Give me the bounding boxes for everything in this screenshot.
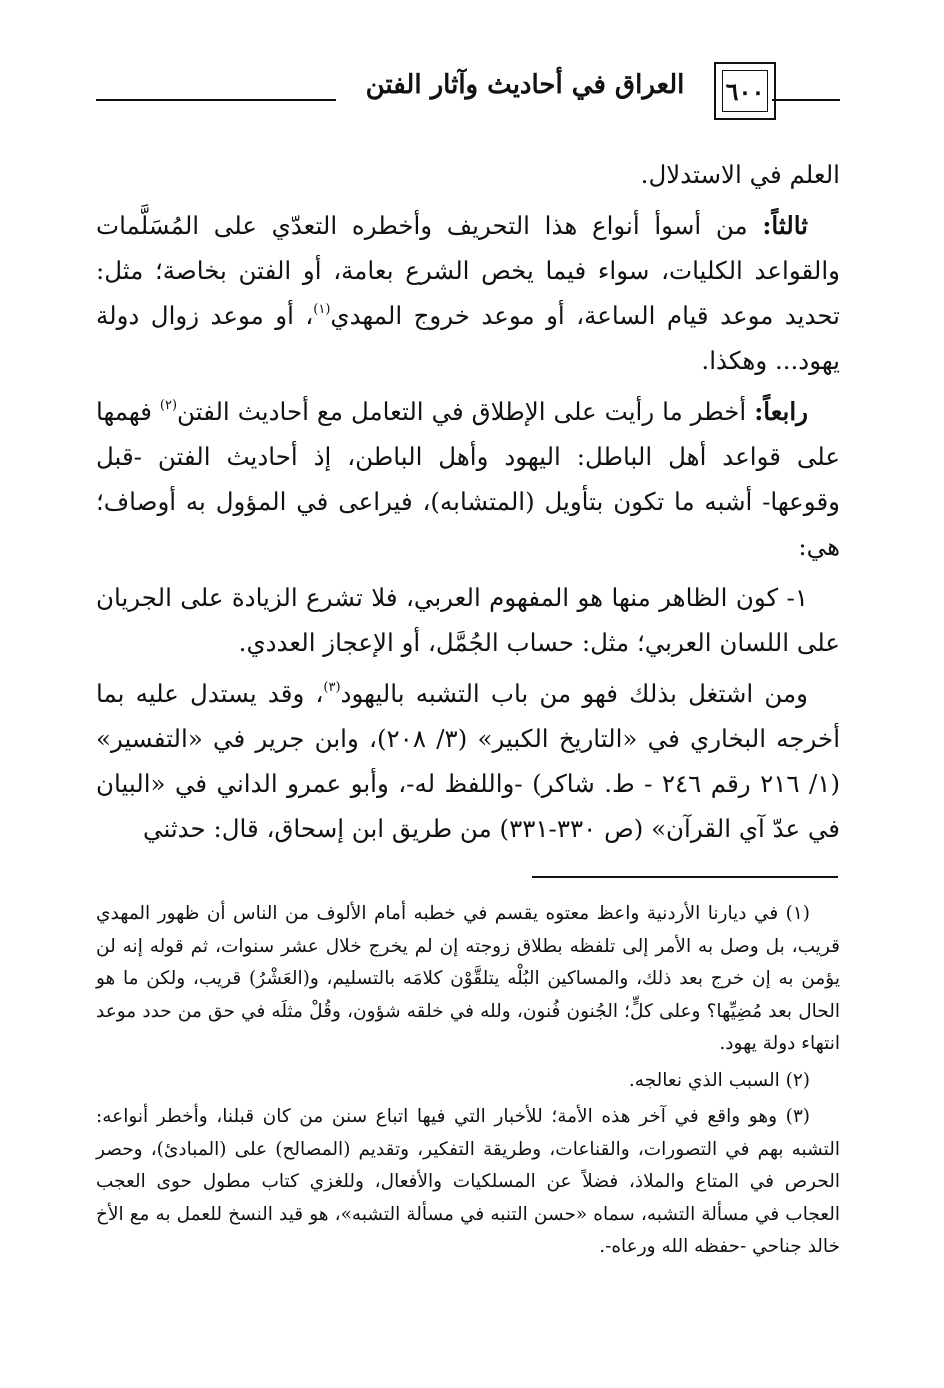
paragraph-2: ثالثاً: من أسوأ أنواع هذا التحريف وأخطره التعدّي على المُسَلَّمات والقواعد الكليات، سواء فيما يخص الشرع بعامة، أو الفتن بخاصة؛ مثل: تحديد موعد قيام الساعة، أو موعد خروج المهدي$^{(١)}$، أو موعد زوال دولة يهود... وهكذا. (96, 211, 840, 375)
header-rule-left (96, 99, 336, 101)
paragraph-3: رابعاً: أخطر ما رأيت على الإطلاق في التعامل مع أحاديث الفتن$^{(٢)}$ فهمها على قواعد أهل الباطل: اليهود وأهل الباطن، إذ أحاديث الفتن -قبل وقوعها- أشبه ما تكون بتأويل (المتشابه)، فيراعى في المؤول به أوصاف؛ هي: (96, 397, 840, 561)
footnotes (96, 898, 840, 1268)
main-text (96, 152, 840, 857)
footnote-3: (٣) وهو واقع في آخر هذه الأمة؛ للأخبار التي فيها اتباع سنن من كان قبلنا، وأخطر أنواعه: التشبه بهم في التصورات، والقناعات، وطريقة التفكير، وتقديم (المصالح) على (المبادئ)، وحصر الحرص في المتاع والملاذ، فضلاً عن المسلكيات والأفعال، وللغزي كتاب مطول حوى العجب العجاب في مسألة التشبه، سماه «حسن التنبه في مسألة التشبه»، هو قيد النسخ للعمل به مع الأخ خالد جناحي -حفظه الله ورعاه-. (96, 1106, 840, 1257)
header-rule-right (772, 99, 840, 101)
footnote-ref-3[interactable]: (٣) (323, 679, 341, 695)
paragraph-4: ١- كون الظاهر منها هو المفهوم العربي، فلا تشرع الزيادة على الجريان على اللسان العربي؛ مثل: حساب الجُمَّل، أو الإعجاز العددي. (96, 583, 840, 657)
paragraph-2-lead: ثالثاً: (762, 211, 808, 240)
paragraph-5: ومن اشتغل بذلك فهو من باب التشبه باليهود$^{(٣)}$، وقد يستدل عليه بما أخرجه البخاري في «التاريخ الكبير» (٣/ ٢٠٨)، وابن جرير في «التفسير» (١/ ٢١٦ رقم ٢٤٦ - ط. شاكر) -واللفظ له-، وأبو عمرو الداني في «البيان في عدّ آي القرآن» (ص ٣٣٠-٣٣١) من طريق ابن إسحاق، قال: حدثني (96, 679, 841, 843)
footnote-2: (٢) السبب الذي نعالجه. (628, 1069, 810, 1091)
page-number-frame (714, 62, 776, 120)
footnote-ref-1[interactable]: (١) (313, 301, 331, 317)
footnote-ref-2[interactable]: (٢) (159, 397, 178, 413)
page-number: ٦٠٠ (722, 70, 768, 112)
footnote-1: (١) في ديارنا الأردنية واعظ معتوه يقسم في خطبه أمام الألوف من الناس أن ظهور المهدي قريب، بل وصل به الأمر إلى تلفظه بطلاق زوجته إن لم يخرج خلال عشر سنوات، ثم قوله إنه لن يؤمن به إن خرج بعد ذلك، والمساكين البُلْه يتلقَّوْن كلامَه بالتسليم، و(العَشْرُ) قريب، ولكن ما هو الحال بعد مُضِيِّها؟ وعلى كلٍّ؛ الجُنون فُنون، ولله في خلقه شؤون، وقُلْ مثلَه في حق من حدد موعد انتهاء دولة يهود. (96, 903, 840, 1054)
paragraph-3-lead: رابعاً: (754, 397, 808, 426)
footnote-separator (532, 876, 838, 878)
page-header (96, 62, 840, 126)
paragraph-1: العلم في الاستدلال. (640, 160, 840, 189)
running-book-title: العراق في أحاديث وآثار الفتن (365, 70, 685, 100)
